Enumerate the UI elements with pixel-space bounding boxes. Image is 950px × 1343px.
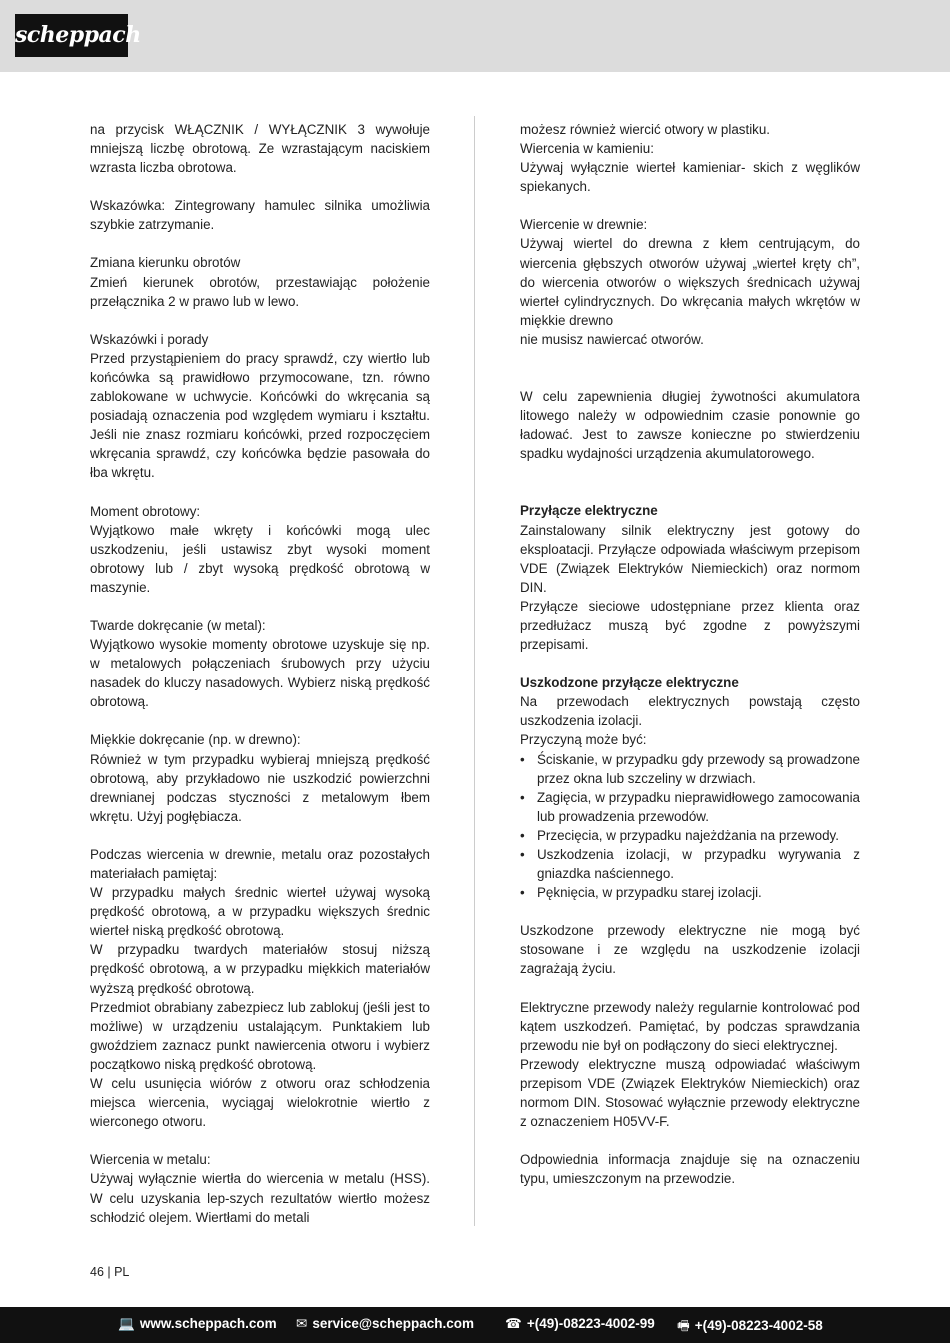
cause-list <box>520 750 860 903</box>
section-title: Twarde dokręcanie (w metal): <box>90 617 266 633</box>
fax-icon: 🖷 <box>677 1318 690 1333</box>
paragraph: możesz również wiercić otwory w plastiku. <box>520 122 771 137</box>
paragraph: W przypadku małych średnic wierteł używaj wysoką prędkość obrotową, a w przypadku większych średnic wierteł niską prędkość obrotową. <box>90 885 430 939</box>
fax-number: +(49)-08223-4002-58 <box>694 1318 823 1333</box>
paragraph: Odpowiednia informacja znajduje się na oznaczeniu typu, umieszczonym na przewodzie. <box>520 1152 860 1187</box>
page-footer <box>0 1307 950 1343</box>
paragraph: Przyczyną może być: <box>520 732 647 748</box>
paragraph: Również w tym przypadku wybieraj mniejszą prędkość obrotową, aby przykładowo nie uszkodzić powierzchni drewnianej podczas styczności z metalowym łbem wkrętu. Użyj pogłębiacza. <box>90 751 430 824</box>
section-title: Podczas wiercenia w drewnie, metalu oraz pozostałych materiałach pamiętaj: <box>90 846 430 881</box>
footer-phone <box>505 1316 655 1332</box>
section-heading: Uszkodzone przyłącze elektryczne <box>520 675 739 691</box>
paragraph: Zainstalowany silnik elektryczny jest gotowy do eksploatacji. Przyłącze odpowiada właściwym przepisom VDE (Związek Elektryków Niemieckich) oraz normom DIN. <box>520 522 860 595</box>
section-title: Zmiana kierunku obrotów <box>90 255 241 271</box>
paragraph: Wskazówka: Zintegrowany hamulec silnika umożliwia szybkie zatrzymanie. <box>90 198 430 233</box>
section-title: Wiercenie w drewnie: <box>520 217 648 233</box>
paragraph: W przypadku twardych materiałów stosuj niższą prędkość obrotową, a w przypadku miękkich materiałów wyższą prędkość obrotową. <box>90 942 430 996</box>
paragraph: Uszkodzone przewody elektryczne nie mogą być stosowane i ze względu na uszkodzenie izolacji zagrażają życiu. <box>520 923 860 977</box>
paragraph: Zmień kierunek obrotów, przestawiając położenie przełącznika 2 w prawo lub w lewo. <box>90 274 430 309</box>
list-item: • Ściskanie, w przypadku gdy przewody są prowadzone przez okna lub szczeliny w drzwiach. <box>520 750 860 788</box>
section-title: Miękkie dokręcanie (np. w drewno): <box>90 732 301 748</box>
phone-icon: ☎ <box>505 1316 522 1331</box>
paragraph: W celu zapewnienia długiej żywotności akumulatora litowego należy w odpowiednim czasie ponownie go ładować. Jest to zawsze konieczne po stwierdzeniu spadku wydajności urządzenia akumulatorowego. <box>520 389 860 462</box>
paragraph: Używaj wyłącznie wierteł kamieniar- skich z węglików spiekanych. <box>520 160 860 195</box>
section-title: Wiercenia w metalu: <box>90 1152 211 1168</box>
paragraph: na przycisk WŁĄCZNIK / WYŁĄCZNIK 3 wywołuje mniejszą liczbę obrotową. Ze wzrastającym naciskiem wzrasta liczba obrotowa. <box>90 122 430 176</box>
paragraph: Używaj wyłącznie wiertła do wiercenia w metalu (HSS). W celu uzyskania lep-szych rezultatów wiertło możesz schłodzić olejem. Wiertłami do metali <box>90 1171 430 1225</box>
website-link[interactable]: www.scheppach.com <box>139 1316 277 1331</box>
paragraph: Elektryczne przewody należy regularnie kontrolować pod kątem uszkodzeń. Pamiętać, by podczas sprawdzania przewodu nie był on podłączony do sieci elektrycznej. <box>520 999 860 1053</box>
paragraph: W celu usunięcia wiórów z otworu oraz schłodzenia miejsca wiercenia, wyciągaj wielokrotnie wiertło z wierconego otworu. <box>90 1076 430 1130</box>
page-header <box>0 0 950 72</box>
mail-icon: ✉ <box>296 1316 308 1331</box>
left-column <box>90 120 430 1227</box>
paragraph: Przewody elektryczne muszą odpowiadać właściwym przepisom VDE (Związek Elektryków Niemieckich) oraz normom DIN. Stosować wyłącznie przewody elektryczne z oznaczeniem H05VV-F. <box>520 1056 860 1130</box>
list-item: • Przecięcia, w przypadku najeżdżania na przewody. <box>520 826 860 845</box>
right-column <box>520 120 860 1188</box>
footer-website[interactable] <box>118 1316 277 1332</box>
footer-fax <box>677 1316 823 1339</box>
paragraph: Wyjątkowo wysokie momenty obrotowe uzyskuje się np. w metalowych połączeniach śrubowych przy użyciu nasadek do kluczy nasadowych. Wybierz niską prędkość obrotową. <box>90 637 430 710</box>
list-item: • Zagięcia, w przypadku nieprawidłowego zamocowania lub prowadzenia przewodów. <box>520 788 860 826</box>
list-item: • Pęknięcia, w przypadku starej izolacji. <box>520 883 860 902</box>
email-link[interactable]: service@scheppach.com <box>312 1316 475 1331</box>
section-title: Wskazówki i porady <box>90 331 209 347</box>
paragraph: nie musisz nawiercać otworów. <box>520 331 704 347</box>
monitor-icon: 💻 <box>118 1316 135 1331</box>
page-number: 46 | PL <box>90 1265 130 1279</box>
scheppach-logo: scheppach <box>15 14 128 57</box>
footer-email[interactable] <box>296 1316 474 1332</box>
section-title: Moment obrotowy: <box>90 503 201 519</box>
paragraph: Wyjątkowo małe wkręty i końcówki mogą ulec uszkodzeniu, jeśli ustawisz zbyt wysoki moment obrotowy lub / zbyt wysoką prędkość obrotową w maszynie. <box>90 522 430 595</box>
paragraph: Używaj wiertel do drewna z kłem centrującym, do wiercenia głębszych otworów używaj „wierteł kręty ch”, do wiercenia otworów o większych średnicach używaj wierteł cylindrycznych. Do wkręcania małych wkrętów w miękkie drewno <box>520 236 860 328</box>
paragraph: Na przewodach elektrycznych powstają często uszkodzenia izolacji. <box>520 694 860 729</box>
column-divider <box>474 116 475 1226</box>
phone-number: +(49)-08223-4002-99 <box>526 1316 655 1331</box>
paragraph: Przed przystąpieniem do pracy sprawdź, czy wiertło lub końcówka są prawidłowo przymocowane, tzn. równo zablokowane w uchwycie. Końcówki do wkręcania są posiadają oznaczenia pod względem wymiaru i kształtu. Jeśli nie znasz rozmiaru końcówki, przed rozpoczęciem wkręcania sprawdź, czy końcówka będzie pasowała do łba wkrętu. <box>90 350 430 481</box>
paragraph: Przedmiot obrabiany zabezpiecz lub zablokuj (jeśli jest to możliwe) w urządzeniu ustalającym. Punktakiem lub gwoździem zaznacz punkt nawiercenia otworu i wybierz początkowo niską prędkość obrotową. <box>90 999 430 1072</box>
list-item: • Uszkodzenia izolacji, w przypadku wyrywania z gniazdka naściennego. <box>520 845 860 883</box>
section-title: Wiercenia w kamieniu: <box>520 141 654 157</box>
paragraph: Przyłącze sieciowe udostępniane przez klienta oraz przedłużacz muszą być zgodne z powyższymi przepisami. <box>520 598 860 653</box>
section-heading: Przyłącze elektryczne <box>520 503 658 519</box>
